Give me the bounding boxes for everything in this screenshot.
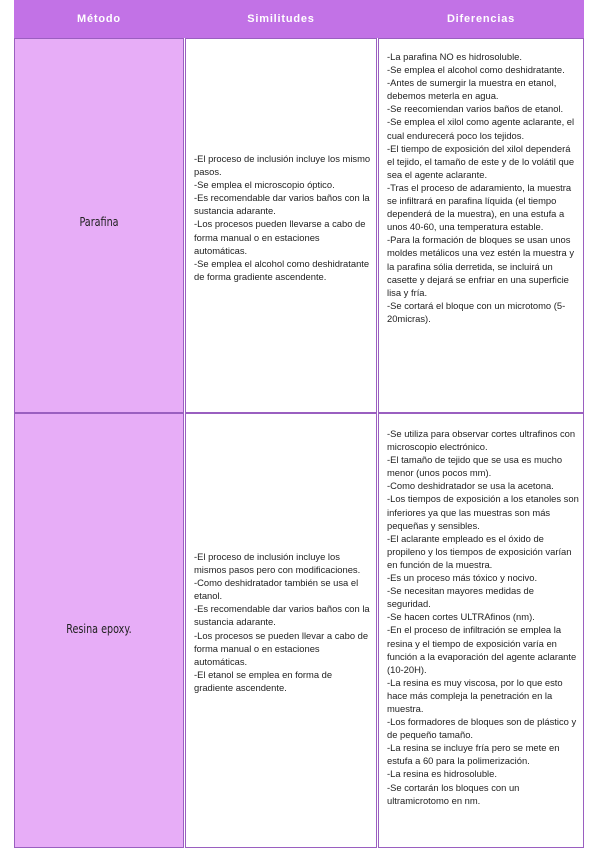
list-item: -Antes de sumergir la muestra en etanol, debemos meterla en agua. <box>387 77 557 102</box>
list-item: -Se emplea el alcohol como deshidratante. <box>387 64 565 76</box>
differences-list <box>387 50 579 325</box>
row-parafina-differences-cell <box>378 38 584 413</box>
list-item: -La resina es muy viscosa, por lo que esto hace más compleja la penetración en la muestra. <box>387 676 563 714</box>
list-item: -Se emplea el xilol como agente aclarante, el cual endurecerá poco los tejidos. <box>387 116 575 141</box>
list-item: -Los procesos pueden llevarse a cabo de forma manual o en estaciones automáticas. <box>194 218 366 256</box>
header-method: Método <box>77 13 121 25</box>
list-item: -Se hacen cortes ULTRAfinos (nm). <box>387 611 535 623</box>
method-label: Resina epoxy. <box>66 622 132 636</box>
list-item: -Se emplea el alcohol como deshidratante de forma gradiente ascendente. <box>194 257 370 282</box>
method-label: Parafina <box>79 215 119 229</box>
list-item: -Se reecomiendan varios baños de etanol. <box>387 103 564 115</box>
row-parafina-method-cell <box>14 38 184 413</box>
row-parafina-similarities-cell <box>185 38 377 413</box>
list-item: -Es un proceso más tóxico y nocivo. <box>387 572 538 584</box>
list-item: -Tras el proceso de adaramiento, la muestra se infiltrará en parafina líquida (el tiempo dependerá de la muestra), en una estufa a unos 40-60, una temperatura estable. <box>387 181 572 233</box>
header-differences: Diferencias <box>446 13 516 25</box>
list-item: -Los tiempos de exposición a los etanoles son inferiores ya que las muestras son más pequeñas y sensibles. <box>387 493 579 531</box>
comparison-table <box>14 0 584 848</box>
similarities-list <box>194 152 372 283</box>
table-header-row <box>14 0 584 38</box>
list-item: -El tiempo de exposición del xilol dependerá el tejido, el tamaño de este y de lo volátil que sea el agente aclarante. <box>387 142 575 180</box>
list-item: -Como deshidratador se usa la acetona. <box>387 480 554 492</box>
list-item: -El tamaño de tejido que se usa es mucho menor (unos pocos mm). <box>387 454 563 479</box>
list-item: -Se cortará el bloque con un microtomo (5-20micras). <box>387 299 566 324</box>
row-resina-differences-cell <box>378 413 584 848</box>
list-item: -En el proceso de infiltración se emplea la resina y el tiempo de exposición varía en función a la evaporación del agente aclarante (10-20H). <box>387 624 577 675</box>
list-item: -La resina es hidrosoluble. <box>387 768 497 780</box>
list-item: -Se cortarán los bloques con un ultramicrotomo en nm. <box>387 781 520 806</box>
row-resina-method-cell <box>14 413 184 848</box>
similarities-list <box>194 550 372 694</box>
list-item: -El etanol se emplea en forma de gradiente ascendente. <box>194 668 333 693</box>
list-item: -Para la formación de bloques se usan unos moldes metálicos una vez estén la muestra y la parafina sólia derretida, se incluirá un casette y dejará se enfriar en una superficie lisa y fría. <box>387 234 575 298</box>
list-item: -Es recomendable dar varios baños con la sustancia adarante. <box>194 603 370 628</box>
list-item: -Los procesos se pueden llevar a cabo de forma manual o en estaciones automáticas. <box>194 629 369 667</box>
list-item: -Es recomendable dar varios baños con la sustancia adarante. <box>194 192 370 217</box>
list-item: -Se utiliza para observar cortes ultrafinos con microscopio electrónico. <box>387 428 576 453</box>
list-item: -La resina se incluye fría pero se mete en estufa a 60 para la polimerización. <box>387 742 560 767</box>
list-item: -Se necesitan mayores medidas de seguridad. <box>387 585 534 610</box>
header-similarities: Similitudes <box>247 13 315 25</box>
list-item: -Los formadores de bloques son de plástico y de pequeño tamaño. <box>387 716 577 741</box>
list-item: -Como deshidratador también se usa el etanol. <box>194 577 359 602</box>
differences-list <box>387 427 579 807</box>
row-resina-similarities-cell <box>185 413 377 848</box>
list-item: -El proceso de inclusión incluye los mismos pasos pero con modificaciones. <box>194 551 361 576</box>
list-item: -La parafina NO es hidrosoluble. <box>387 51 522 62</box>
list-item: -Se emplea el microscopio óptico. <box>194 179 335 191</box>
list-item: -El aclarante empleado es el óxido de propileno y los tiempos de exposición varían en función de la muestra. <box>387 532 572 570</box>
list-item: -El proceso de inclusión incluye los mismo pasos. <box>194 153 371 178</box>
